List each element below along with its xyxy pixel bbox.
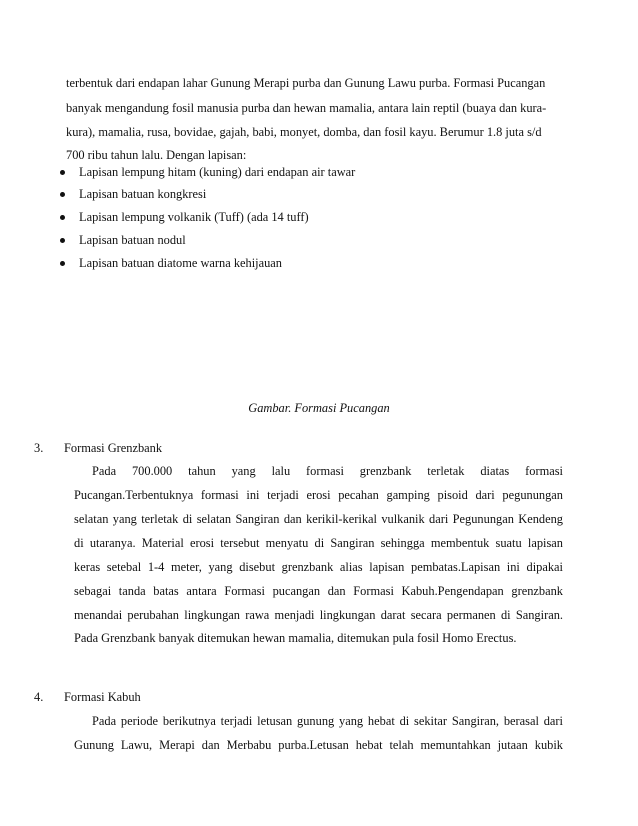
bullet-icon	[60, 261, 65, 266]
paragraph-line: Pada periode berikutnya terjadi letusan gunung yang hebat di sekitar Sangiran, berasal dari	[92, 714, 563, 728]
paragraph-line: Pada 700.000 tahun yang lalu formasi grenzbank terletak diatas formasi	[92, 464, 563, 478]
list-item: Lapisan lempung volkanik (Tuff) (ada 14 tuff)	[79, 210, 309, 224]
paragraph-line: menandai perubahan lingkungan rawa menjadi lingkungan darat secara permanen di Sangiran.	[74, 608, 563, 622]
paragraph-line: keras setebal 1-4 meter, yang disebut grenzbank alias lapisan pembatas.Lapisan ini dipakai	[74, 560, 563, 574]
list-item: Lapisan lempung hitam (kuning) dari endapan air tawar	[79, 165, 356, 179]
paragraph-line: selatan yang terletak di selatan Sangiran dan kerikil-kerikal vulkanik dari Pegunungan Kendeng	[74, 512, 563, 526]
bullet-icon	[60, 238, 65, 243]
section-number: 4.	[34, 690, 44, 704]
paragraph-line: Gunung Lawu, Merapi dan Merbabu purba.Letusan hebat telah memuntahkan jutaan kubik	[74, 738, 563, 752]
paragraph-line: Pada Grenzbank banyak ditemukan hewan mamalia, ditemukan pula fosil Homo Erectus.	[74, 631, 517, 645]
list-item: Lapisan batuan diatome warna kehijauan	[79, 256, 282, 270]
paragraph-line: terbentuk dari endapan lahar Gunung Merapi purba dan Gunung Lawu purba. Formasi Pucangan	[66, 76, 546, 90]
list-item: Lapisan batuan nodul	[79, 233, 186, 247]
paragraph-line: banyak mengandung fosil manusia purba dan hewan mamalia, antara lain reptil (buaya dan kura-	[66, 101, 547, 115]
section-heading: Formasi Grenzbank	[64, 441, 163, 455]
section-number: 3.	[34, 441, 44, 455]
figure-caption: Gambar. Formasi Pucangan	[248, 401, 390, 415]
bullet-icon	[60, 192, 65, 197]
paragraph-line: sebagai tanda batas antara Formasi pucangan dan Formasi Kabuh.Pengendapan grenzbank	[74, 584, 563, 598]
bullet-icon	[60, 215, 65, 220]
bullet-icon	[60, 170, 65, 175]
paragraph-line: kura), mamalia, rusa, bovidae, gajah, babi, monyet, domba, dan fosil kayu. Berumur 1.8 juta s/d	[66, 125, 542, 139]
list-item: Lapisan batuan kongkresi	[79, 187, 207, 201]
section-heading: Formasi Kabuh	[64, 690, 141, 704]
paragraph-line: Pucangan.Terbentuknya formasi ini terjadi erosi pecahan gamping pisoid dari pegunungan	[74, 488, 563, 502]
paragraph-line: 700 ribu tahun lalu. Dengan lapisan:	[66, 148, 247, 162]
paragraph-line: di utaranya. Material erosi tersebut menyatu di Sangiran sehingga membentuk suatu lapisan	[74, 536, 563, 550]
